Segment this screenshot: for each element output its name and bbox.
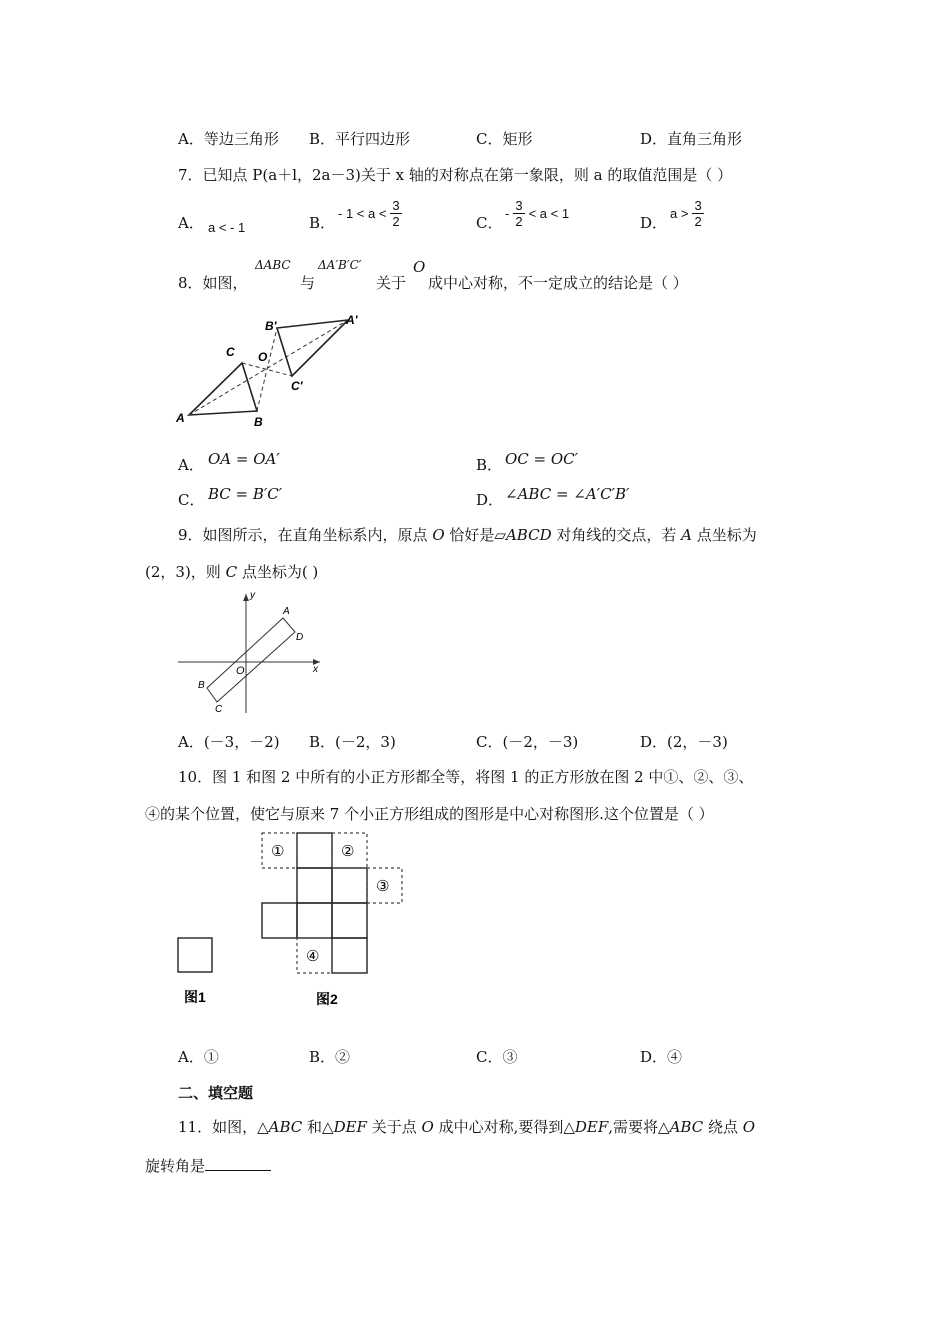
q11-p2: 和△ (302, 1118, 334, 1136)
label-a: A (283, 606, 290, 617)
q7-option-d-label: D． (640, 214, 668, 232)
label-a-prime: A′ (346, 313, 358, 327)
q8-tri1: ΔABC (255, 258, 291, 272)
q9-a: A (681, 526, 692, 544)
q8-stem-2: 与 (300, 274, 316, 292)
square-r2c3 (332, 868, 367, 903)
q11-p6: 绕点 (703, 1118, 743, 1136)
q7-c-post: < a < 1 (528, 206, 570, 221)
square-r4c2 (332, 938, 367, 973)
fig1-caption: 图1 (184, 989, 206, 1005)
q9-figure (170, 588, 330, 718)
q8-option-c-label: C． (178, 491, 205, 509)
q7-option-a-label: A． (178, 214, 204, 232)
q9-stem-line2 (145, 561, 318, 582)
q7-option-c-expr (505, 198, 569, 229)
q8-figure (170, 310, 370, 430)
q11-abc2: ABC (669, 1118, 704, 1136)
q9-l1c: 对角线的交点，若 (551, 526, 682, 544)
q8-stem-4: 成中心对称，不一定成立的结论是（ ） (428, 274, 688, 292)
q7-b-pre: - 1 < a < (338, 206, 387, 221)
q9-o: O (432, 526, 445, 544)
q8-stem-3: 关于 (376, 274, 407, 292)
q7-c-den: 2 (515, 214, 523, 229)
q7-d-den: 2 (694, 214, 702, 229)
q7-b-fraction (390, 198, 401, 229)
label-x: x (313, 664, 318, 675)
label-c: C (215, 704, 223, 715)
q8-option-c-expr: BC = B′C′ (208, 485, 283, 503)
q11-stem-line1 (178, 1116, 755, 1137)
q6-option-d: D．直角三角形 (640, 130, 743, 148)
label-o: O (236, 665, 245, 677)
q7-c-pre: - (505, 206, 510, 221)
q7-b-num: 3 (392, 198, 400, 213)
q9-option-a: A．(－3，－2) (178, 733, 280, 751)
q11-o2: O (742, 1118, 756, 1136)
label-o: O (258, 350, 268, 364)
q8-option-d-expr: ∠ABC = ∠A′C′B′ (505, 485, 630, 503)
q7-b-den: 2 (392, 214, 400, 229)
q11-p4: 成中心对称,要得到△ (433, 1118, 575, 1136)
q7-option-d-expr (670, 198, 704, 229)
q11-line2-text: 旋转角是 (145, 1157, 206, 1175)
q9-l2a: (2，3)，则 (145, 563, 226, 581)
section-heading: 二、填空题 (178, 1084, 254, 1102)
q10-option-a: A．① (178, 1048, 219, 1066)
q9-c: C (225, 563, 238, 581)
q10-option-d: D．④ (640, 1048, 683, 1066)
q10-stem-line1: 10．图 1 和图 2 中所有的小正方形都全等，将图 1 的正方形放在图 2 中①、②、③、 (178, 768, 754, 786)
q8-option-b-label: B． (476, 456, 503, 474)
triangle-a2b2c2 (277, 320, 348, 376)
label-c-prime: C′ (291, 379, 303, 393)
q7-c-num: 3 (515, 198, 523, 213)
q9-option-b: B．(－2，3) (309, 733, 396, 751)
q9-l1d: 点坐标为 (692, 526, 757, 544)
q8-option-d-label: D． (476, 491, 504, 509)
square-r3c1 (297, 903, 332, 938)
q7-option-a-expr: a < - 1 (208, 220, 246, 235)
q11-p1: 11．如图，△ (178, 1118, 269, 1136)
q9-option-d: D．(2，－3) (640, 733, 728, 751)
segment-bb2 (257, 328, 277, 411)
answer-blank[interactable] (205, 1158, 271, 1171)
label-d: D (296, 632, 304, 643)
label-b-prime: B′ (265, 319, 277, 333)
q11-stem-line2 (145, 1155, 271, 1176)
q8-option-b-expr: OC = OC′ (505, 450, 579, 468)
q6-option-c: C．矩形 (476, 130, 533, 148)
triangle-abc (189, 363, 257, 415)
label-b: B (198, 680, 205, 691)
label-a: A (176, 411, 185, 425)
q7-d-fraction (692, 198, 703, 229)
label-y: y (250, 590, 255, 601)
q9-option-c: C．(－2，－3) (476, 733, 579, 751)
segment-aa2 (189, 320, 348, 415)
q7-option-b-label: B． (309, 214, 336, 232)
label-position-1: ① (271, 843, 285, 860)
y-axis-arrow (243, 594, 249, 601)
q9-stem-line1 (178, 524, 757, 545)
q7-option-c-label: C． (476, 214, 503, 232)
parallelogram-abcd (207, 618, 295, 702)
q9-parallelogram: ▱ABCD (494, 526, 552, 544)
q10-option-b: B．② (309, 1048, 351, 1066)
label-b: B (254, 415, 263, 429)
q11-p3: 关于点 (366, 1118, 422, 1136)
q11-o: O (421, 1118, 434, 1136)
q11-def: DEF (333, 1118, 367, 1136)
q7-option-b-expr (338, 198, 402, 229)
q9-l2b: 点坐标为( ) (237, 563, 319, 581)
q11-abc: ABC (268, 1118, 303, 1136)
square-r1c2 (297, 833, 332, 868)
q8-stem-1: 8．如图， (178, 274, 248, 292)
label-position-4: ④ (306, 948, 320, 965)
label-c: C (226, 345, 235, 359)
q7-stem: 7．已知点 P(a＋l，2a－3)关于 x 轴的对称点在第一象限，则 a 的取值范围是（ ） (178, 166, 733, 184)
q9-l1b: 恰好是 (444, 526, 495, 544)
q6-option-a: A．等边三角形 (178, 130, 279, 148)
fig1-square (178, 938, 212, 972)
q8-o: O (413, 258, 426, 276)
q7-d-pre: a > (670, 206, 689, 221)
q10-stem-line2: ④的某个位置，使它与原来 7 个小正方形组成的图形是中心对称图形.这个位置是（ ） (145, 805, 714, 823)
q8-tri2: ΔA′B′C′ (318, 258, 362, 272)
q7-c-fraction (513, 198, 524, 229)
q7-d-num: 3 (694, 198, 702, 213)
q6-option-b: B．平行四边形 (309, 130, 411, 148)
q11-def2: DEF (574, 1118, 609, 1136)
label-position-3: ③ (376, 878, 390, 895)
square-r3c0 (262, 903, 297, 938)
q8-option-a-expr: OA = OA′ (208, 450, 280, 468)
square-r2c2 (297, 868, 332, 903)
q9-l1a: 9．如图所示，在直角坐标系内，原点 (178, 526, 433, 544)
square-r3c2 (332, 903, 367, 938)
fig2-caption: 图2 (316, 991, 338, 1007)
q8-option-a-label: A． (178, 456, 204, 474)
q10-option-c: C．③ (476, 1048, 518, 1066)
q11-p5: ,需要将△ (608, 1118, 670, 1136)
label-position-2: ② (341, 843, 355, 860)
q10-figure (170, 828, 410, 1013)
